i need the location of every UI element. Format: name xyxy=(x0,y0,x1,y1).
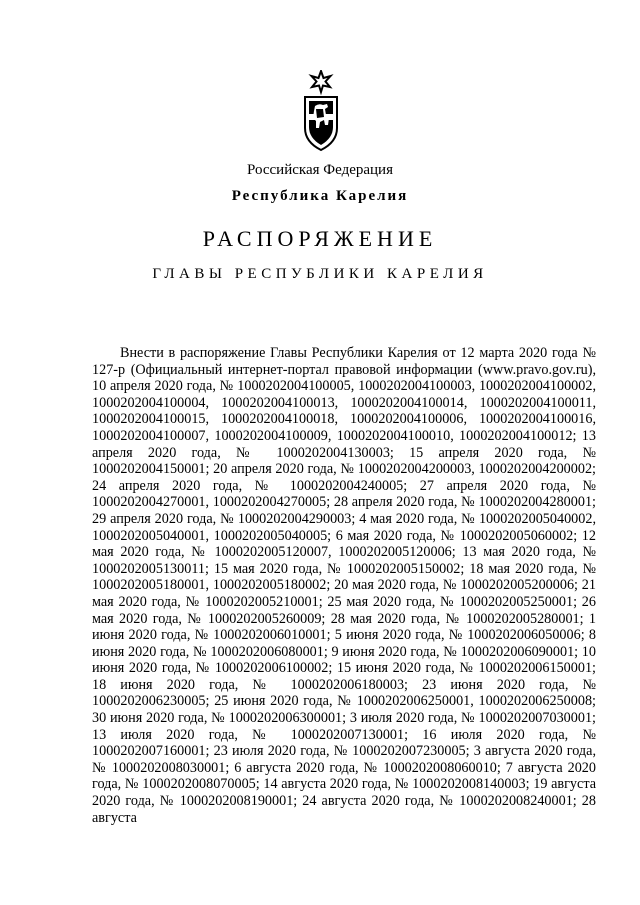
order-body-paragraph: Внести в распоряжение Главы Республики Карелия от 12 марта 2020 года № 127-р (Официальный интернет-портал правовой информации (www.pravo.gov.ru), 10 апреля 2020 года, № 1000202004100005, 1000202004100003, 1000202004100002, 1000202004100004, 1000202004100013, 1000202004100014, 1000202004100011, 1000202004100015, 1000202004100018, 1000202004100006, 1000202004100016, 1000202004100007, 1000202004100009, 1000202004100010, 1000202004100012; 13 апреля 2020 года, № 1000202004130003; 15 апреля 2020 года, № 1000202004150001; 20 апреля 2020 года, № 1000202004200003, 1000202004200002; 24 апреля 2020 года, № 1000202004240005; 27 апреля 2020 года, № 1000202004270001, 1000202004270005; 28 апреля 2020 года, № 1000202004280001; 29 апреля 2020 года, № 1000202004290003; 4 мая 2020 года, № 1000202005040002, 1000202005040001, 1000202005040005; 6 мая 2020 года, № 1000202005060002; 12 мая 2020 года, № 1000202005120007, 1000202005120006; 13 мая 2020 года, № 1000202005130011; 15 мая 2020 года, № 1000202005150002; 18 мая 2020 года, № 1000202005180001, 1000202005180002; 20 мая 2020 года, № 1000202005200006; 21 мая 2020 года, № 1000202005210001; 25 мая 2020 года, № 1000202005250001; 26 мая 2020 года, № 1000202005260009; 28 мая 2020 года, № 1000202005280001; 1 июня 2020 года, № 1000202006010001; 5 июня 2020 года, № 1000202006050006; 8 июня 2020 года, № 1000202006080001; 9 июня 2020 года, № 1000202006090001; 10 июня 2020 года, № 1000202006100002; 15 июня 2020 года, № 1000202006150001; 18 июня 2020 года, № 1000202006180003; 23 июня 2020 года, № 1000202006230005; 25 июня 2020 года, № 1000202006250001, 1000202006250008; 30 июня 2020 года, № 1000202006300001; 3 июля 2020 года, № 1000202007030001; 13 июля 2020 года, № 1000202007130001; 16 июля 2020 года, № 1000202007160001; 23 июля 2020 года, № 1000202007230005; 3 августа 2020 года, № 1000202008030001; 6 августа 2020 года, № 1000202008060010; 7 августа 2020 года, № 1000202008070005; 14 августа 2020 года, № 1000202008140003; 19 августа 2020 года, № 1000202008190001; 24 августа 2020 года, № 1000202008240001; 28 августа xyxy=(92,345,596,826)
federation-title: Российская Федерация xyxy=(247,162,393,178)
issuer-title: ГЛАВЫ РЕСПУБЛИКИ КАРЕЛИЯ xyxy=(152,266,488,282)
document-type-title: РАСПОРЯЖЕНИЕ xyxy=(202,226,438,251)
republic-title: Республика Карелия xyxy=(231,188,409,204)
karelia-coat-of-arms-icon xyxy=(303,70,339,152)
